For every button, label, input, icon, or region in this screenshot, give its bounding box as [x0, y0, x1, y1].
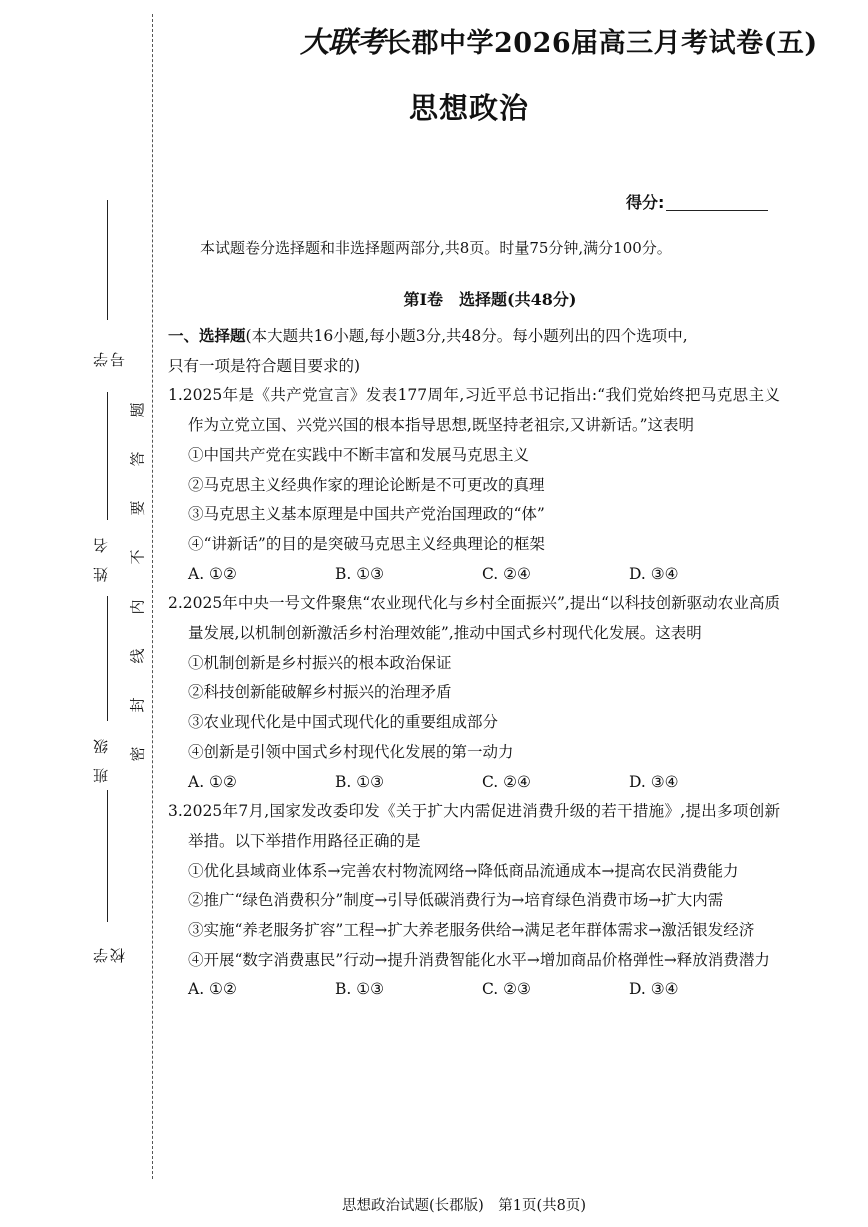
question-content: [168, 322, 780, 1005]
part-one-label: 一、选择题: [168, 327, 246, 345]
class-line: [107, 596, 108, 721]
statement-option: ②推广“绿色消费积分”制度→引导低碳消费行为→培育绿色消费市场→扩大内需: [188, 891, 724, 910]
part-one-heading: [168, 322, 780, 381]
statement-option: ②马克思主义经典作家的理论论断是不可更改的真理: [188, 475, 545, 494]
answer-choice-b: B. ①③: [335, 564, 385, 583]
seal-char: 题: [128, 402, 147, 418]
answer-choice-d: D. ③④: [629, 564, 679, 583]
question-stem: 2.2025年中央一号文件聚焦“农业现代化与乡村全面振兴”,提出“以科技创新驱动农业高质量发展,以机制创新激活乡村治理效能”,推动中国式乡村现代化发展。这表明: [168, 594, 780, 643]
answer-choices: [168, 560, 780, 590]
answer-choice-b: B. ①③: [335, 980, 385, 999]
answer-choice-a: A. ①②: [188, 772, 237, 791]
question-stem: 3.2025年7月,国家发改委印发《关于扩大内需促进消费升级的若干措施》,提出多项创新举措。以下举措作用路径正确的是: [168, 802, 780, 850]
name-line: [107, 392, 108, 520]
statement-option: ③农业现代化是中国式现代化的重要组成部分: [188, 713, 499, 732]
exam-title: [300, 20, 818, 61]
student-id-label: 学号: [92, 338, 127, 368]
score-label: 得分:: [626, 193, 665, 212]
seal-char: 不: [128, 549, 147, 565]
exam-instructions: 本试题卷分选择题和非选择题两部分,共8页。时量75分钟,满分100分。: [200, 239, 672, 257]
answer-choice-d: D. ③④: [629, 980, 679, 999]
subject-title: 思想政治: [408, 91, 529, 125]
seal-char: 内: [128, 599, 147, 615]
statement-option: ③实施“养老服务扩容”工程→扩大养老服务供给→满足老年群体需求→激活银发经济: [188, 921, 755, 940]
brand-logo-text: 大联考: [300, 25, 385, 59]
part-one-desc-line1: (本大题共16小题,每小题3分,共48分。每小题列出的四个选项中,: [245, 327, 688, 345]
question-2: [168, 589, 780, 797]
statement-option: ④创新是引领中国式乡村现代化发展的第一动力: [188, 742, 514, 761]
score-blank[interactable]: [666, 210, 768, 211]
answer-choice-b: B. ①③: [335, 772, 385, 791]
question-3: [168, 797, 780, 1005]
answer-choice-c: C. ②④: [482, 564, 531, 583]
answer-choices: [168, 975, 780, 1005]
statement-option: ③马克思主义基本原理是中国共产党治国理政的“体”: [188, 505, 545, 524]
section-title: 第Ⅰ卷 选择题(共48分): [403, 290, 577, 309]
statement-option: ②科技创新能破解乡村振兴的治理矛盾: [188, 683, 452, 702]
name-label: 姓名: [92, 524, 110, 582]
class-field: [93, 596, 123, 786]
answer-choice-a: A. ①②: [188, 980, 237, 999]
seal-char: 线: [128, 648, 147, 664]
student-id-line: [107, 200, 108, 320]
part-one-desc-line2: 只有一项是符合题目要求的): [168, 356, 361, 375]
page-footer: 思想政治试题(长郡版) 第1页(共8页): [341, 1198, 587, 1214]
school-label: 学校: [92, 934, 127, 964]
answer-choice-d: D. ③④: [629, 772, 679, 791]
school-line: [107, 790, 108, 922]
answer-choice-a: A. ①②: [188, 564, 237, 583]
school-field: [92, 790, 127, 980]
seal-char: 答: [128, 451, 147, 467]
binding-dashed-line: [152, 14, 153, 1179]
question-1: [168, 381, 780, 589]
seal-char: 密: [128, 746, 147, 762]
statement-option: ①中国共产党在实践中不断丰富和发展马克思主义: [188, 445, 530, 464]
answer-choice-c: C. ②③: [482, 980, 531, 999]
question-stem: 1.2025年是《共产党宣言》发表177周年,习近平总书记指出:“我们党始终把马克思主义作为立党立国、兴党兴国的根本指导思想,既坚持老祖宗,又讲新话。”这表明: [168, 386, 780, 435]
statement-option: ①优化县域商业体系→完善农村物流网络→降低商品流通成本→提高农民消费能力: [188, 861, 739, 880]
statement-option: ④开展“数字消费惠民”行动→提升消费智能化水平→增加商品价格弹性→释放消费潜力: [188, 950, 770, 969]
answer-choices: [168, 768, 780, 798]
seal-char: 封: [128, 697, 147, 713]
statement-option: ①机制创新是乡村振兴的根本政治保证: [188, 653, 452, 672]
class-label: 班级: [92, 725, 110, 783]
seal-char: 要: [128, 500, 147, 516]
statement-option: ④“讲新话”的目的是突破马克思主义经典理论的框架: [188, 534, 545, 553]
score-box: [626, 190, 768, 213]
name-field: [93, 392, 123, 592]
student-id-field: [92, 200, 127, 380]
answer-choice-c: C. ②④: [482, 772, 531, 791]
seal-warning-text: [126, 402, 150, 762]
exam-title-text: 长郡中学2026届高三月考试卷(五): [384, 28, 818, 59]
